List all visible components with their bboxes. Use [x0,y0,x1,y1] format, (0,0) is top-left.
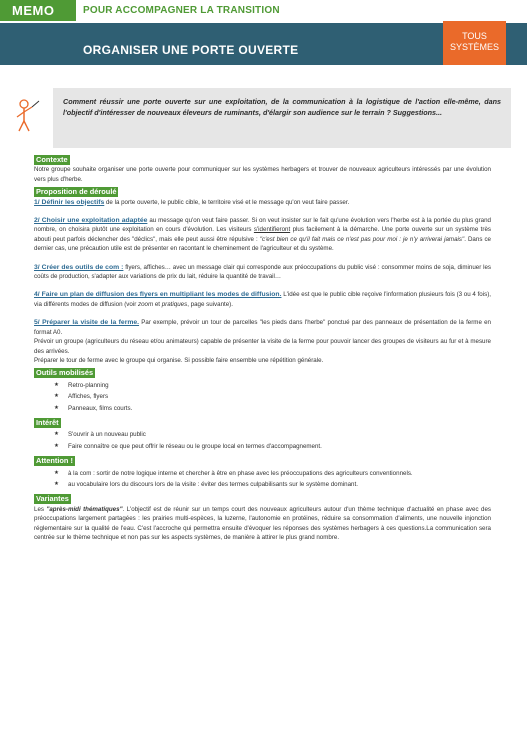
page-title: ORGANISER UNE PORTE OUVERTE [83,43,299,57]
outils-list [34,381,491,413]
step-1 [34,198,491,207]
interet-list [34,430,491,451]
contexte-text: Notre groupe souhaite organiser une porte ouverte pour communiquer sur les systèmes herbagers et trouver de nouveaux agriculteurs intéressés par une évolution vers plus d'herbe. [34,166,491,183]
badge-line2: SYSTÈMES [449,42,499,52]
step-3 [34,263,491,282]
step-5 [34,318,491,337]
section-title-deroule: Proposition de déroulé [36,187,117,197]
variantes-text [34,505,491,543]
memo-label: MEMO [0,0,76,21]
section-title-variantes: Variantes [36,494,69,504]
step-3-text: flyers, affiches… avec un message clair qui corresponde aux préoccupations du public visé : consommer moins de soja, diminuer les coûts de production, s'adapter aux variations de prix du lait, réduire la quantité de travail… [34,263,491,281]
tagline: POUR ACCOMPAGNER LA TRANSITION [83,5,280,16]
step-4-text-b: et [153,300,162,308]
person-pointing-icon [15,98,41,134]
list-item: ★ au vocabulaire lors du discours lors de la visite : éviter des termes culpabilisants sur le système dominant. [34,480,491,489]
variantes-body: . L'objectif est de réunir sur un temps court des nouveaux agriculteurs autour d'un thème technique d'actualité en phase avec des préoccupations largement partagées : les prairies multi-espèces, la luzerne, l'autonomie en protéines, réduire sa consommation d'aliments, une nouvelle injonction réglementaire sur la qualité de l'eau. C'est l'accroche qui permettra ensuite d'évoquer les réponses des systèmes herbagers à ces questions.La communication sera centrée sur le thème technique et non pas sur les aspects systèmes, de manière à attirer le plus grand nombre. [34,505,491,541]
list-item: ★ Retro-planning [34,381,491,390]
list-item: ★ à la com : sortir de notre logique interne et chercher à être en phase avec les préoccupations des agriculteurs conventionnels. [34,469,491,478]
step-4-text-c: , page suivante). [187,300,233,308]
intro-box: Comment réussir une porte ouverte sur une exploitation, de la communication à la logistique de l'action elle-même, dans l'objectif d'intéresser de nouveaux éleveurs de ruminants, d'élargir son audience sur le terrain ? Suggestions... [53,88,511,148]
step-2-link[interactable]: 2/ Choisir une exploitation adaptée [34,217,148,225]
step-4-zoom: zoom [137,300,154,308]
step-2-text-b: plus facilement à la démarche. Une porte ouverte sur un système très abouti peut parfois déclencher des "déclics", mais elle peut aussi être répulsive : [34,226,491,243]
step-5-link[interactable]: 5/ Préparer la visite de la ferme. [34,319,140,327]
list-item: ★ S'ouvrir à un nouveau public [34,430,491,439]
step-4 [34,290,491,309]
step-2-quote: "c'est bien ce qu'il fait mais ce n'est pas pour moi : je n'y arriverai jamais" [259,235,465,243]
step-2-text-c: . Dans ce dernier cas, une précaution utile est de présenter en racontant le cheminement de l'agriculteur et du système. [34,235,492,253]
list-item: ★ Affiches, flyers [34,392,491,401]
badge-line1: TOUS [462,31,487,41]
section-title-attention: Attention ! [36,456,73,466]
step-5-text: Par exemple, prévoir un tour de parcelles "les pieds dans l'herbe" ponctué par des panneaux de présentation de la ferme en format A0. [34,319,491,336]
section-title-outils: Outils mobilisés [36,368,94,378]
section-title-interet: Intérêt [36,417,59,427]
attention-list [34,469,491,490]
step-3-link[interactable]: 3/ Créer des outils de com : [34,263,124,271]
step-2-text-a: au message qu'on veut faire passer. Si on veut insister sur le fait qu'une évolution vers l'herbe est à la portée du plus grand nombre, on choisira plutôt une exploitation en cours d'évolution. Les visiteurs [34,217,491,234]
step-2-identifieront: s'identifieront [253,226,291,234]
step-2 [34,216,491,254]
variantes-lead-bold: "après-midi thématiques" [46,505,123,513]
step-4-link[interactable]: 4/ Faire un plan de diffusion des flyers en multipliant les modes de diffusion. [34,291,282,299]
section-title-contexte: Contexte [36,155,68,164]
systems-badge [443,21,506,65]
step-1-text: de la porte ouverte, le public cible, le territoire visé et le message qu'on veut faire passer. [104,198,350,206]
step-5-para-3: Préparer le tour de ferme avec le groupe qui organise. Si possible faire ensemble une répétition générale. [34,356,324,364]
step-4-text-a: L'idée est que le public cible reçoive l'information plusieurs fois (3 ou 4 fois), via différents modes de diffusion (voir [34,291,491,308]
main-content [34,152,491,542]
step-4-pratiques: pratiques [161,300,188,308]
step-1-link[interactable]: 1/ Définir les objectifs [34,198,105,206]
variantes-lead: Les [34,505,47,513]
list-item: ★ Panneaux, films courts. [34,404,491,413]
list-item: ★ Faire connaître ce que peut offrir le réseau ou le groupe local en termes d'accompagnement. [34,442,491,451]
step-5-para-2: Prévoir un groupe (agriculteurs du réseau et/ou animateurs) capable de présenter la visite de la ferme pour pouvoir lancer des groupes de visiteurs au fur et à mesure des arrivées. [34,338,491,355]
